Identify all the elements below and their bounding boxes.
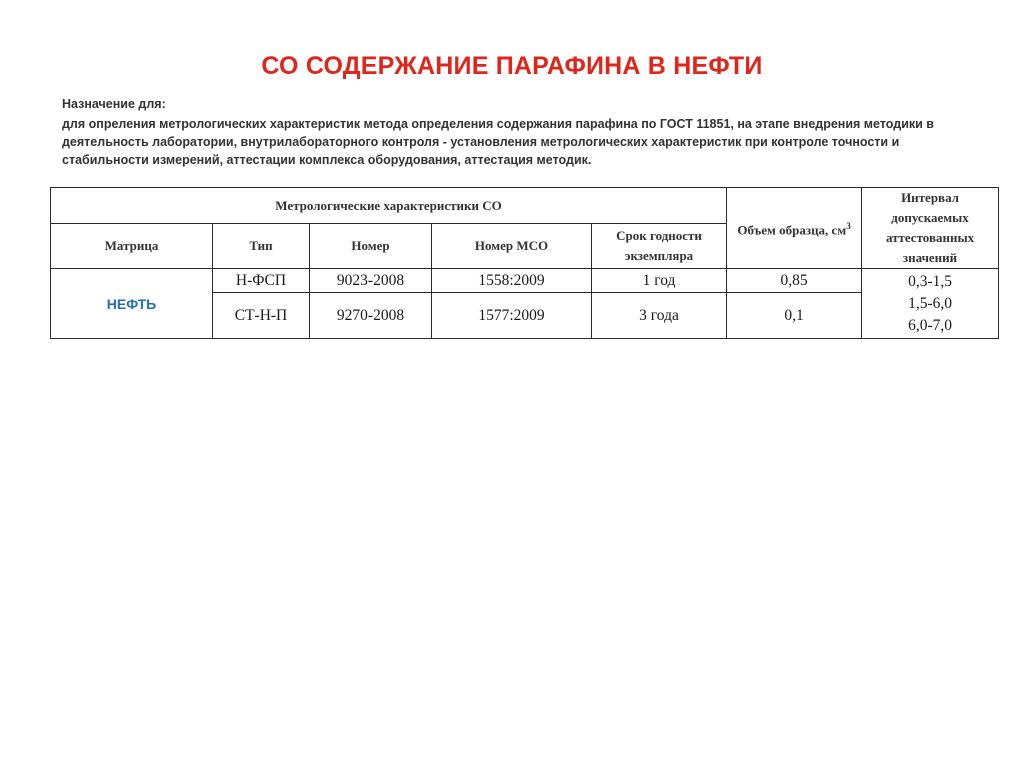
table-row (51, 269, 999, 293)
interval-value: 0,3-1,5 (908, 272, 952, 290)
cell-number: 9023-2008 (310, 269, 432, 293)
cell-volume: 0,1 (727, 293, 862, 339)
header-volume (727, 188, 862, 269)
header-mso-number: Номер МСО (432, 224, 592, 269)
purpose-heading: Назначение для: (62, 97, 166, 111)
cell-shelf-life: 1 год (592, 269, 727, 293)
cell-type: СТ-Н-П (213, 293, 310, 339)
cell-number: 9270-2008 (310, 293, 432, 339)
cell-mso-number: 1577:2009 (432, 293, 592, 339)
cell-type: Н-ФСП (213, 269, 310, 293)
header-interval: Интервал допускаемых аттестованных значений (862, 188, 999, 269)
page-title: СО СОДЕРЖАНИЕ ПАРАФИНА В НЕФТИ (261, 52, 763, 80)
table-header-row-group (51, 188, 999, 224)
cell-volume: 0,85 (727, 269, 862, 293)
interval-value: 6,0-7,0 (908, 316, 952, 334)
header-volume-superscript: 3 (846, 220, 851, 231)
purpose-text: для опреления метрологических характеристик метода определения содержания парафина по ГОСТ 11851, на этапе внедрения методики в деятельность лаборатории, внутрилабораторного контроля - установления метрологических характеристик при контроле точности и стабильности измерений, аттестации комплекса оборудования, аттестация методик. (62, 117, 934, 167)
cell-shelf-life: 3 года (592, 293, 727, 339)
reference-material-table (50, 187, 999, 339)
header-number: Номер (310, 224, 432, 269)
group-header-metrological: Метрологические характеристики СО (51, 188, 727, 224)
header-volume-label: Объем образца, см (737, 222, 847, 238)
header-type: Тип (213, 224, 310, 269)
cell-interval (862, 269, 999, 339)
interval-value: 1,5-6,0 (908, 294, 952, 312)
header-matrix: Матрица (51, 224, 213, 269)
cell-mso-number: 1558:2009 (432, 269, 592, 293)
header-shelf-life: Срок годности экземпляра (592, 224, 727, 269)
matrix-value: НЕФТЬ (51, 269, 213, 339)
